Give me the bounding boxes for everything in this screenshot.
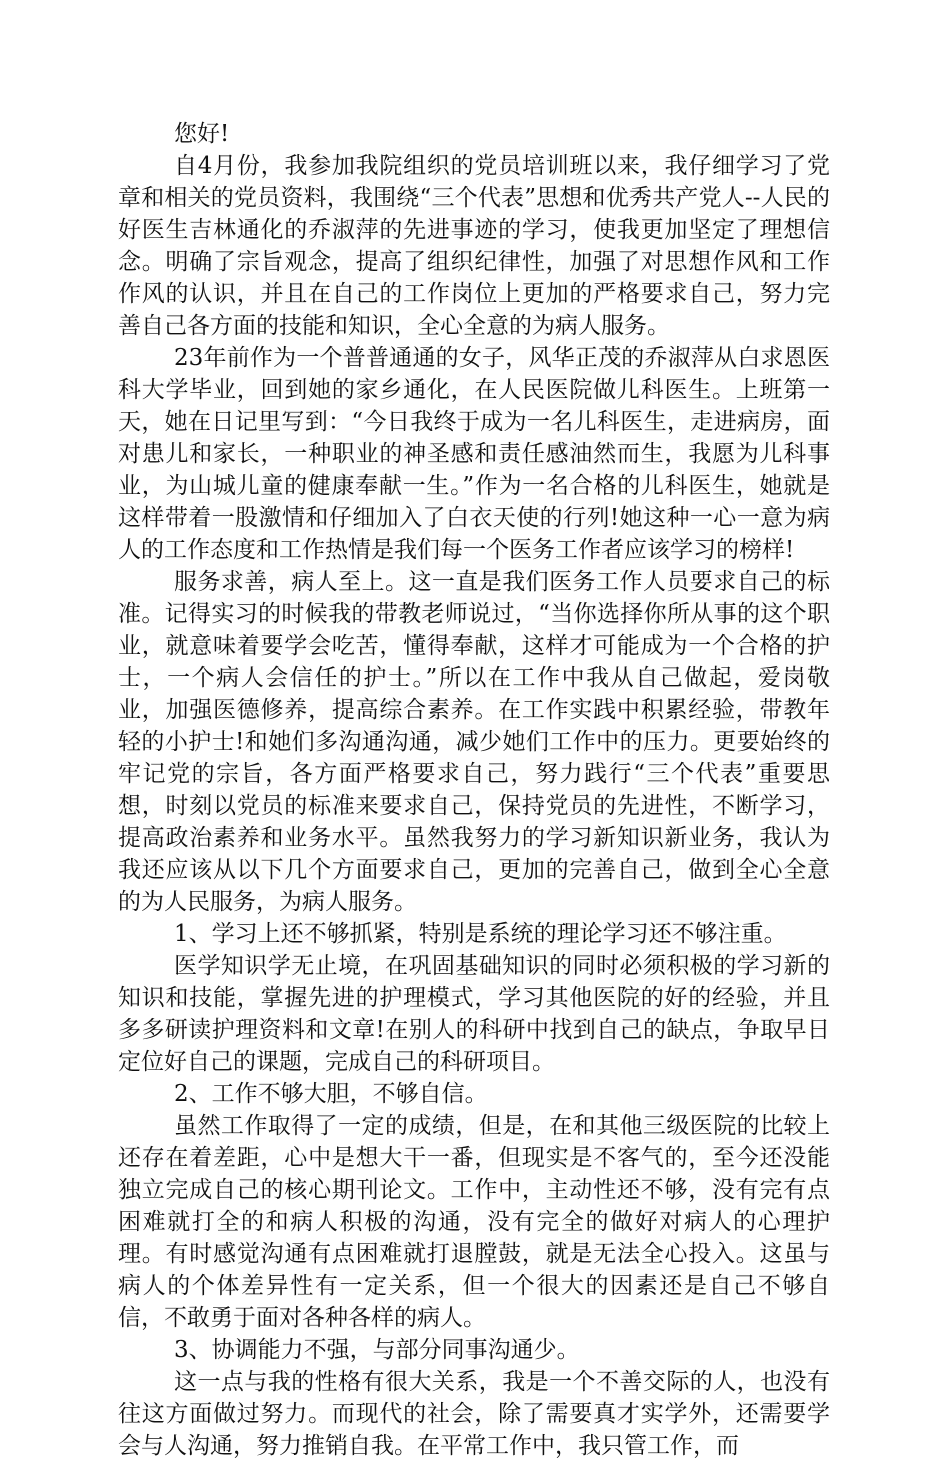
paragraph: 服务求善，病人至上。这一直是我们医务工作人员要求自己的标准。记得实习的时候我的带教老师说过，“当你选择你所从事的这个职业，就意味着要学会吃苦，懂得奉献，这样才可能成为一个合格的护士，一个病人会信任的护士。”所以在工作中我从自己做起，爱岗敬业，加强医德修养，提高综合素养。在工作实践中积累经验，带教年轻的小护士!和她们多沟通沟通，减少她们工作中的压力。更要始终的牢记党的宗旨，各方面严格要求自己，努力践行“三个代表”重要思想，时刻以党员的标准来要求自己，保持党员的先进性，不断学习，提高政治素养和业务水平。虽然我努力的学习新知识新业务，我认为我还应该从以下几个方面要求自己，更加的完善自己，做到全心全意的为人民服务，为病人服务。	[118, 569, 830, 915]
section-heading: 1、学习上还不够抓紧，特别是系统的理论学习还不够注重。	[174, 921, 787, 947]
section-heading: 3、协调能力不强，与部分同事沟通少。	[174, 1337, 580, 1363]
section-heading: 2、工作不够大胆，不够自信。	[174, 1081, 488, 1107]
document-body	[118, 118, 830, 1462]
greeting: 您好!	[174, 121, 230, 147]
paragraph: 医学知识学无止境，在巩固基础知识的同时必须积极的学习新的知识和技能，掌握先进的护理模式，学习其他医院的好的经验，并且多多研读护理资料和文章!在别人的科研中找到自己的缺点，争取早日定位好自己的课题，完成自己的科研项目。	[118, 953, 830, 1075]
paragraph: 自4月份，我参加我院组织的党员培训班以来，我仔细学习了党章和相关的党员资料，我围绕“三个代表”思想和优秀共产党人--人民的好医生吉林通化的乔淑萍的先进事迹的学习，使我更加坚定了理想信念。明确了宗旨观念，提高了组织纪律性，加强了对思想作风和工作作风的认识，并且在自己的工作岗位上更加的严格要求自己，努力完善自己各方面的技能和知识，全心全意的为病人服务。	[118, 153, 830, 339]
paragraph: 这一点与我的性格有很大关系，我是一个不善交际的人，也没有往这方面做过努力。而现代的社会，除了需要真才实学外，还需要学会与人沟通，努力推销自我。在平常工作中，我只管工作，而	[118, 1369, 830, 1459]
paragraph: 23年前作为一个普普通通的女子，风华正茂的乔淑萍从白求恩医科大学毕业，回到她的家乡通化，在人民医院做儿科医生。上班第一天，她在日记里写到：“今日我终于成为一名儿科医生，走进病房，面对患儿和家长，一种职业的神圣感和责任感油然而生，我愿为儿科事业，为山城儿童的健康奉献一生。”作为一名合格的儿科医生，她就是这样带着一股激情和仔细加入了白衣天使的行列!她这种一心一意为病人的工作态度和工作热情是我们每一个医务工作者应该学习的榜样!	[118, 345, 830, 563]
paragraph: 虽然工作取得了一定的成绩，但是，在和其他三级医院的比较上还存在着差距，心中是想大干一番，但现实是不客气的，至今还没能独立完成自己的核心期刊论文。工作中，主动性还不够，没有完有点困难就打全的和病人积极的沟通，没有完全的做好对病人的心理护理。有时感觉沟通有点困难就打退膛鼓，就是无法全心投入。这虽与病人的个体差异性有一定关系，但一个很大的因素还是自己不够自信，不敢勇于面对各种各样的病人。	[118, 1113, 830, 1331]
